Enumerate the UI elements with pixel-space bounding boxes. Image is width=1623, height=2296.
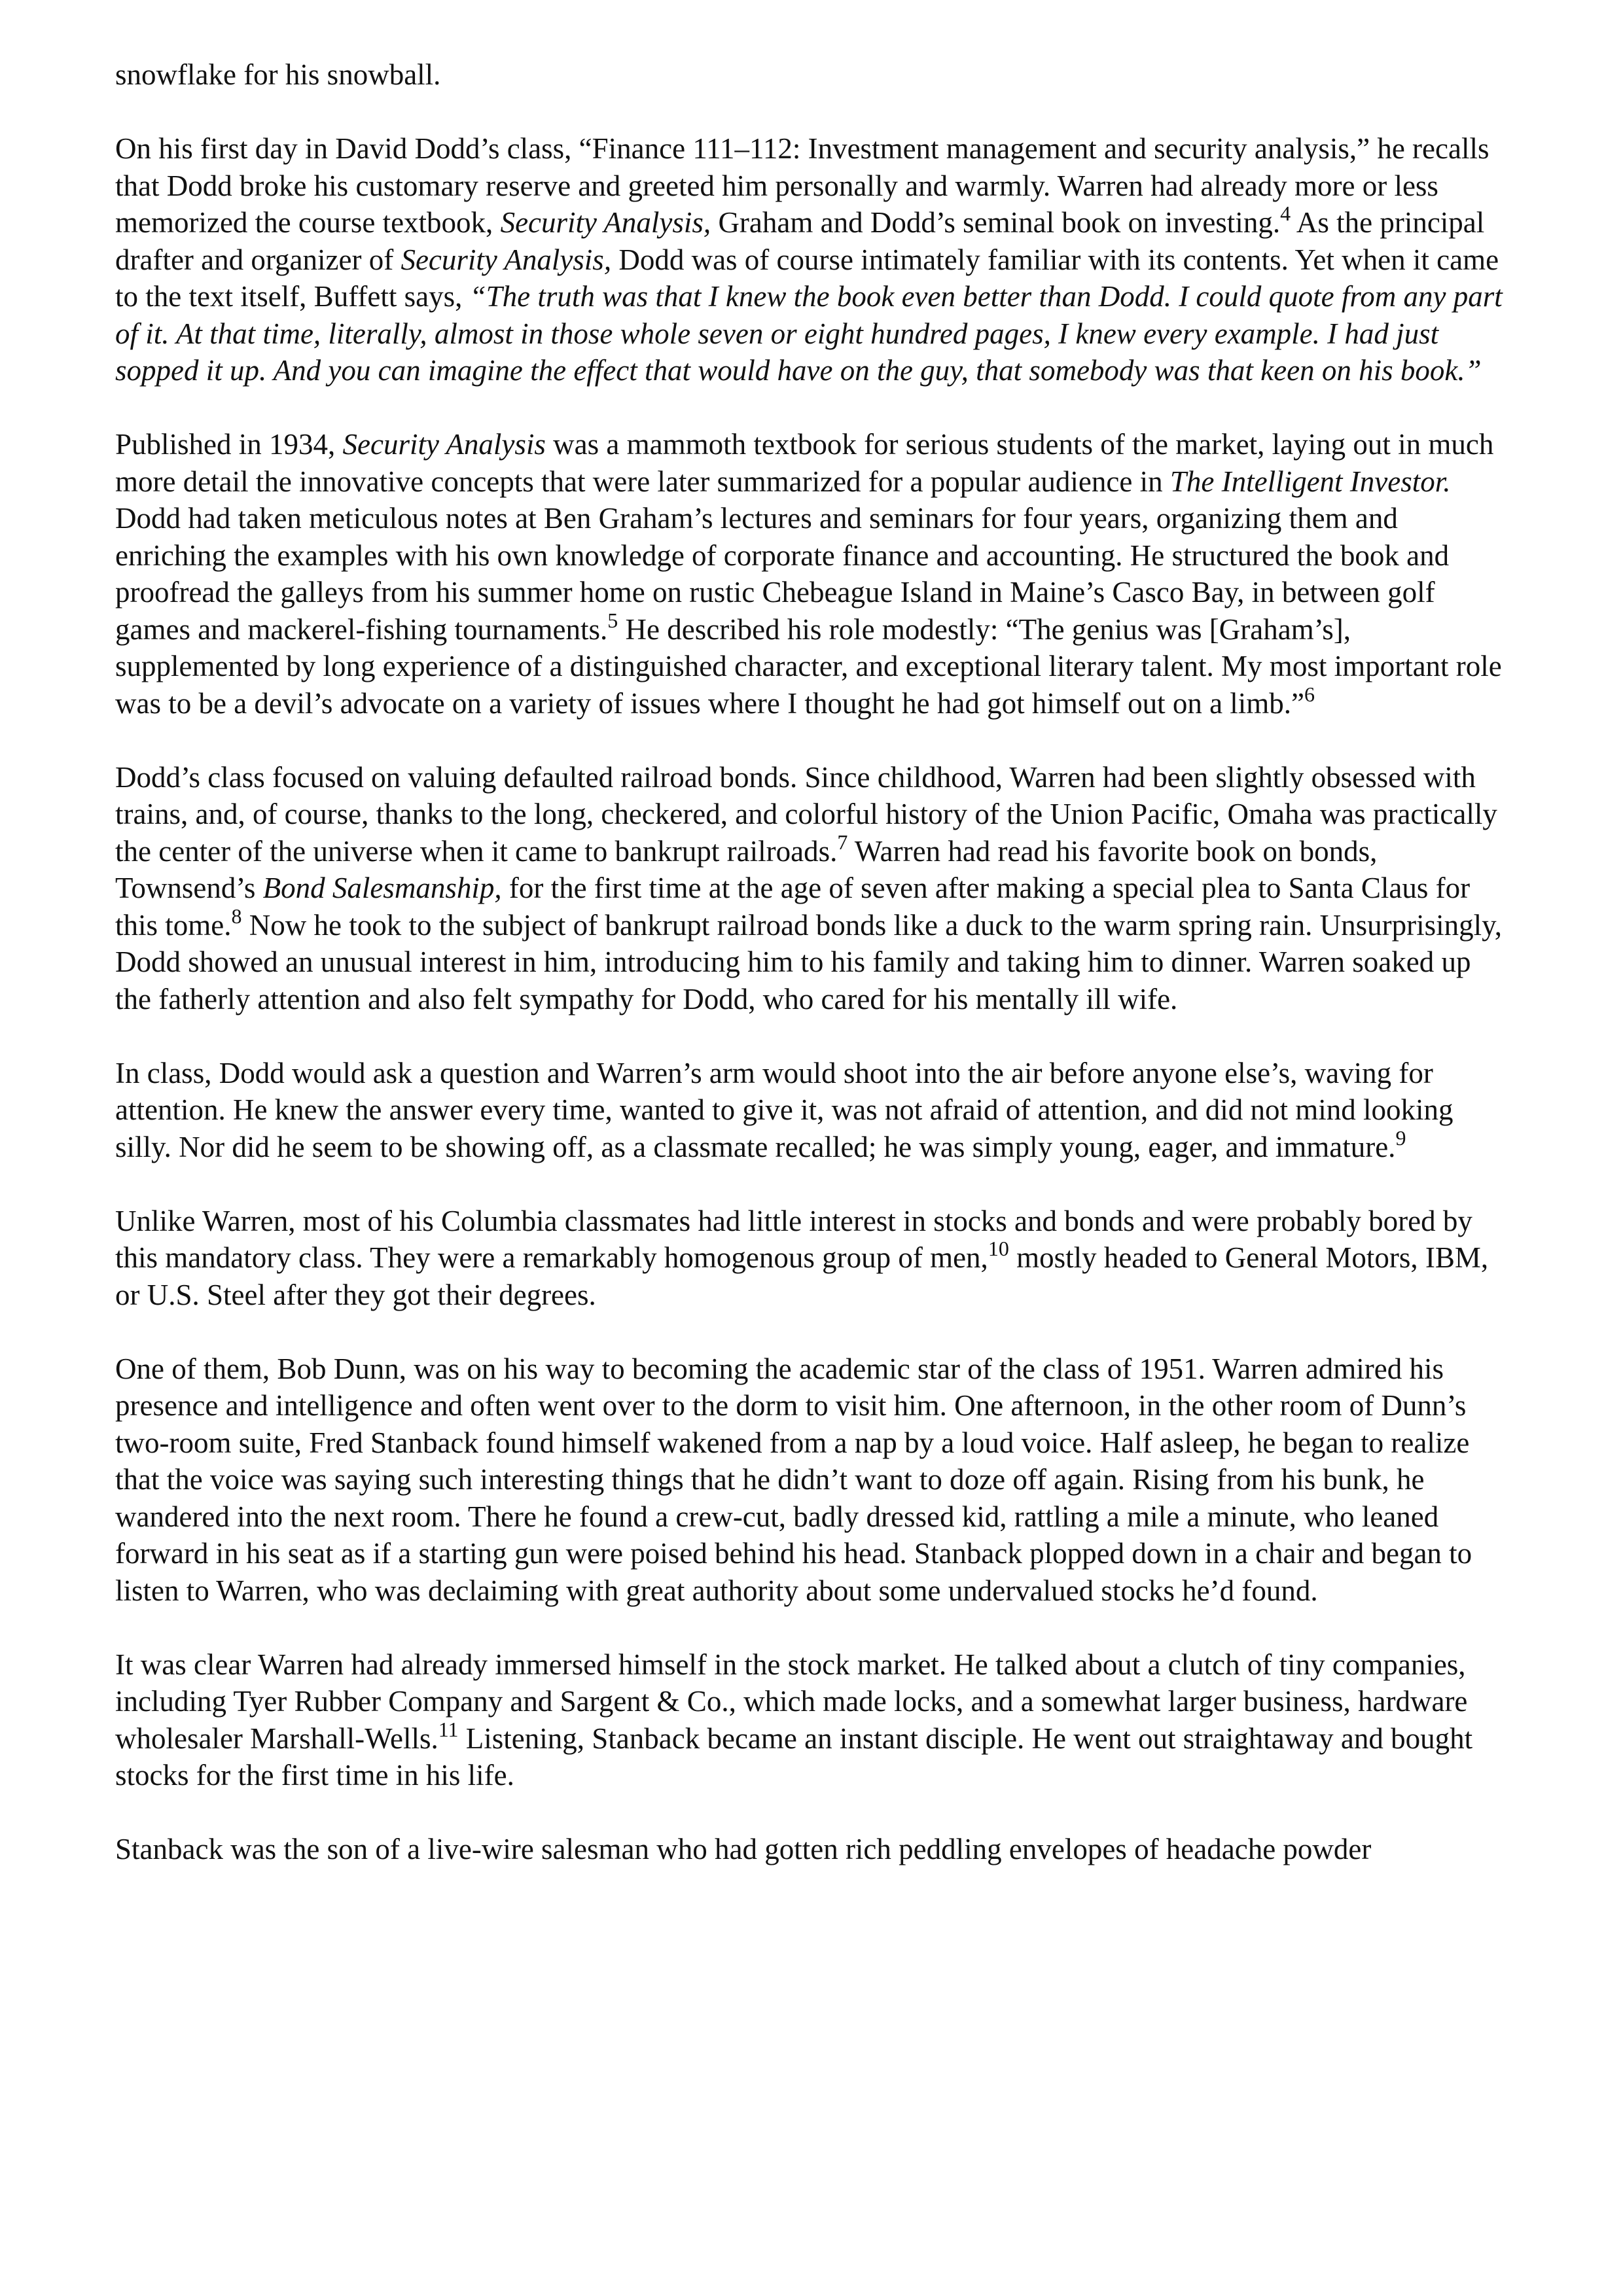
text-run: Dodd’s class focused on valuing defaulted railroad bonds. Since childhood, Warren had been slightly obsessed with trains, and, of course, thanks to the long, checkered, and colorful history of the Union Pacific, Omaha was practically the center of the universe when it came to bankrupt railroads. (115, 760, 1497, 868)
text-run: for the first time at the age of seven after making a special plea to Santa Claus for this tome. (115, 872, 1471, 942)
italic-text: “The truth was that I knew the book even better than Dodd. I could quote from any part of it. At that time, literally, almost in those whole seven or eight hundred pages, I knew every example. I had just sopped it up. And you can imagine the effect that would have on the guy, that somebody was that keen on his book.” (115, 280, 1503, 387)
text-run: On his first day in David Dodd’s class, “Finance 111–112: Investment management and security analysis,” he recalls that Dodd broke his customary reserve and greeted him personally and warmly. Warren had already more or less memorized the course textbook, (115, 132, 1489, 239)
paragraph (115, 1646, 1513, 1794)
text-run: snowflake for his snowball. (115, 58, 441, 91)
footnote-marker: 7 (837, 830, 848, 854)
text-run: Warren had read his favorite book on bonds, Townsend’s (115, 834, 1378, 904)
text-run: Published in 1934, (115, 428, 343, 461)
paragraph (115, 130, 1513, 389)
paragraph (115, 759, 1513, 1018)
footnote-marker: 8 (231, 904, 242, 928)
footnote-marker: 6 (1304, 682, 1315, 706)
text-run: Unlike Warren, most of his Columbia classmates had little interest in stocks and bonds and were probably bored by this mandatory class. They were a remarkably homogenous group of men, (115, 1204, 1472, 1274)
footnote-marker: 4 (1280, 202, 1291, 226)
text-run: In class, Dodd would ask a question and Warren’s arm would shoot into the air before anyone else’s, waving for attention. He knew the answer every time, wanted to give it, was not afraid of attention, and did not mind looking silly. Nor did he seem to be showing off, as a classmate recalled; he was simply young, eager, and immature. (115, 1056, 1454, 1163)
body-text (115, 56, 1513, 1868)
text-run: It was clear Warren had already immersed himself in the stock market. He talked about a clutch of tiny companies, including Tyer Rubber Company and Sargent & Co., which made locks, and a somewhat larger business, hardware wholesaler Marshall-Wells. (115, 1648, 1468, 1755)
text-run: Graham and Dodd’s seminal book on investing. (711, 206, 1281, 239)
italic-text: Security Analysis (342, 428, 546, 461)
text-run: One of them, Bob Dunn, was on his way to becoming the academic star of the class of 1951. Warren admired his presence and intelligence and often went over to the dorm to visit him. One afternoon, in the other room of Dunn’s two-room suite, Fred Stanback found himself wakened from a nap by a loud voice. Half asleep, he began to realize that the voice was saying such interesting things that he didn’t want to doze off again. Rising from his bunk, he wandered into the next room. There he found a crew-cut, badly dressed kid, rattling a mile a minute, who leaned forward in his seat as if a starting gun were poised behind his head. Stanback plopped down in a chair and began to listen to Warren, who was declaiming with great authority about some undervalued stocks he’d found. (115, 1352, 1472, 1607)
text-run: was a mammoth textbook for serious students of the market, laying out in much more detail the innovative concepts that were later summarized for a popular audience in (115, 428, 1494, 498)
paragraph (115, 1203, 1513, 1314)
text-run: Dodd had taken meticulous notes at Ben Graham’s lectures and seminars for four years, organizing them and enriching the examples with his own knowledge of corporate finance and accounting. He structured the book and proofread the galleys from his summer home on rustic Chebeague Island in Maine’s Casco Bay, in between golf games and mackerel-fishing tournaments. (115, 502, 1450, 646)
footnote-marker: 9 (1395, 1125, 1406, 1150)
text-run: Stanback was the son of a live-wire salesman who had gotten rich peddling envelopes of headache powder (115, 1833, 1372, 1865)
footnote-marker: 5 (607, 608, 618, 632)
text-run: Listening, Stanback became an instant disciple. He went out straightaway and bought stocks for the first time in his life. (115, 1722, 1473, 1792)
italic-text: The Intelligent Investor. (1169, 465, 1451, 498)
text-run: mostly headed to General Motors, IBM, or U.S. Steel after they got their degrees. (115, 1241, 1489, 1311)
paragraph (115, 1831, 1513, 1868)
text-run: He described his role modestly: “The genius was [Graham’s], supplemented by long experience of a distinguished character, and exceptional literary talent. My most important role was to be a devil’s advocate on a variety of issues where I thought he had got himself out on a limb.” (115, 612, 1502, 720)
paragraph (115, 426, 1513, 722)
text-run: Now he took to the subject of bankrupt railroad bonds like a duck to the warm spring rain. Unsurprisingly, Dodd showed an unusual interest in him, introducing him to his family and taking him to dinner. Warren soaked up the fatherly attention and also felt sympathy for Dodd, who cared for his mentally ill wife. (115, 908, 1502, 1016)
italic-text: Bond Salesmanship, (262, 872, 502, 904)
footnote-marker: 10 (988, 1237, 1009, 1261)
paragraph (115, 56, 1513, 94)
italic-text: Security Analysis, (500, 206, 711, 239)
paragraph (115, 1055, 1513, 1166)
paragraph (115, 1351, 1513, 1610)
text-run: As the principal drafter and organizer of (115, 206, 1485, 276)
italic-text: Security Analysis, (401, 243, 612, 276)
footnote-marker: 11 (438, 1717, 459, 1741)
text-run: Dodd was of course intimately familiar with its contents. Yet when it came to the text itself, Buffett says, (115, 243, 1499, 313)
